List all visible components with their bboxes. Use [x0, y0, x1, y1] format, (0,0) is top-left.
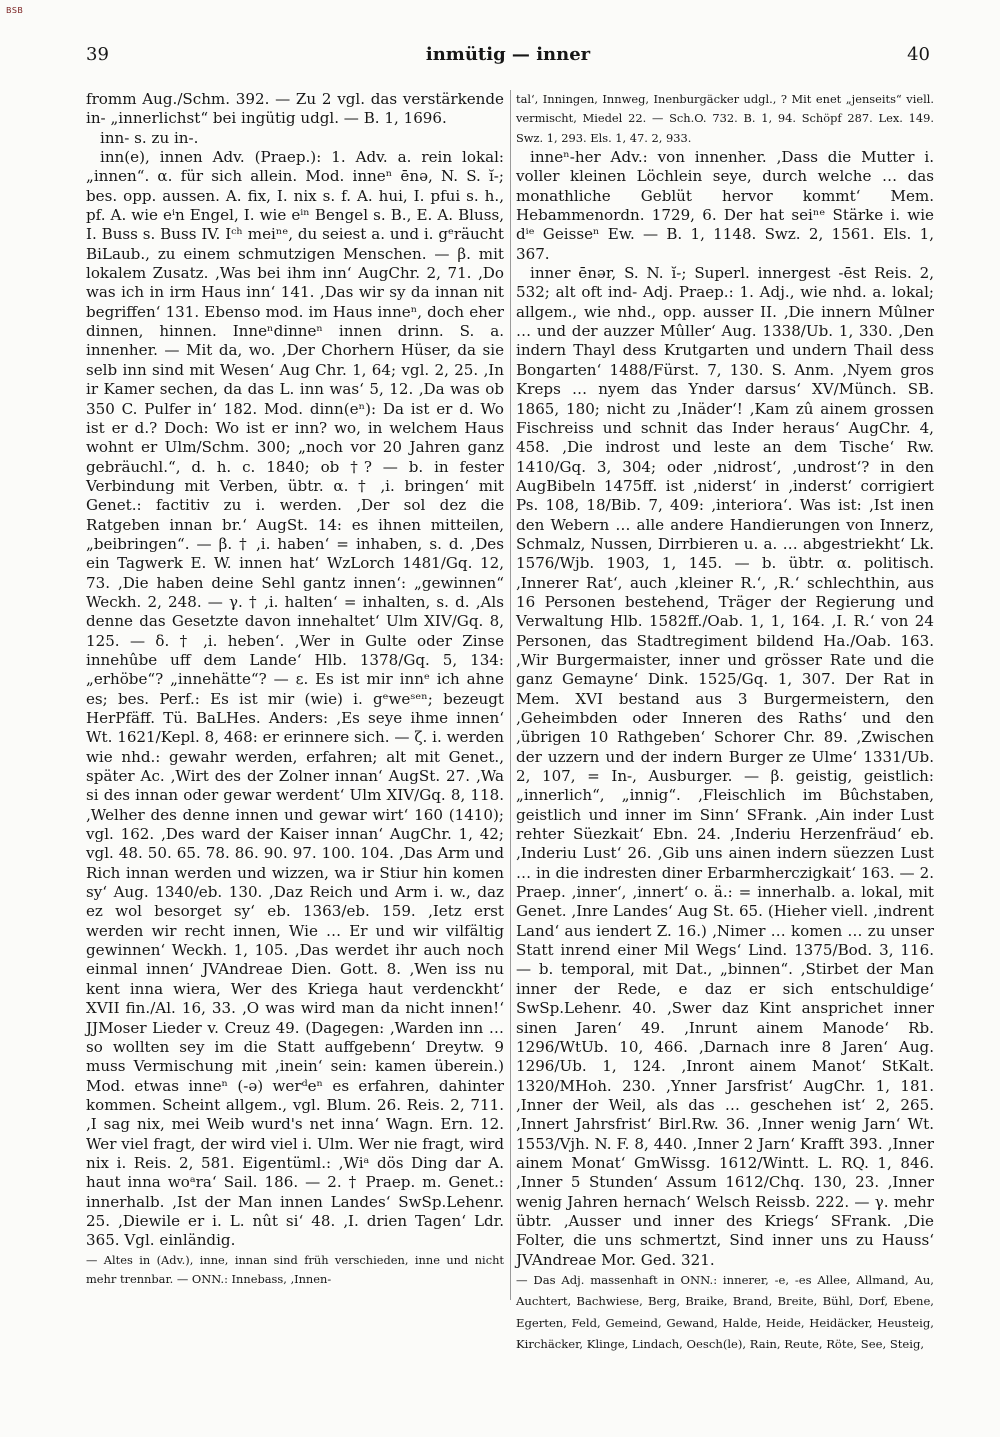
running-title: inmütig — inner: [425, 44, 591, 65]
entry-note: — Das Adj. massenhaft in ONN.: innerer, -e, -es Allee, Allmand, Au, Auchtert, Bachwiese, Berg, Braike, Brand, Breite, Bühl, Dorf, Ebene, Egerten, Feld, Gemeind, Gewand, Halde, Heide, Heidäcker, Heusteig, Kirchäcker, Klinge, Lindach, Oesch(le), Rain, Reute, Röte, See, Steig,: [516, 1272, 934, 1352]
right-column: [516, 90, 934, 1352]
page-number-right: 40: [907, 44, 930, 65]
entry-paragraph: fromm Aug./Schm. 392. — Zu 2 vgl. das verstärkende in- „innerlichst“ bei ingütig udgl. — B. 1, 1696.: [86, 90, 504, 128]
left-column: [86, 90, 504, 1315]
page-header: [86, 44, 930, 68]
column-divider: [510, 90, 511, 1300]
page-number-left: 39: [86, 44, 109, 65]
entry-note: — Altes in (Adv.), inne, innan sind früh verschieden, inne und nicht mehr trennbar. — ONN.: Innebass, ‚Innen-: [86, 1252, 504, 1286]
entry-paragraph: inneⁿ-her Adv.: von innenher. ‚Dass die Mutter i. voller kleinen Löchlein seye, durch welche … das monathliche Geblüt hervor kommt‘ Mem. Hebammenordn. 1729, 6. Der hat seiⁿᵉ Stärke i. wie dⁱᵉ Geisseⁿ Ew. — B. 1, 1148. Swz. 2, 1561. Els. 1, 367.: [516, 148, 934, 263]
entry-note: tal‘, Inningen, Innweg, Inenburgäcker udgl., ? Mit enet „jenseits“ viell. vermischt, Miedel 22. — Sch.O. 732. B. 1, 94. Schöpf 287. Lex. 149. Swz. 1, 293. Els. 1, 47. 2, 933.: [516, 92, 934, 145]
entry-paragraph: inn- s. zu in-.: [100, 128, 199, 147]
entry-paragraph: inn(e), innen Adv. (Praep.): 1. Adv. a. rein lokal: „innen“. α. für sich allein. Mod. inneⁿ ēnə, N. S. ĭ-; bes. opp. aussen. A. fix, I. nix s. f. A. hui, I. pfui s. h., pf. A. wie eⁱn Engel, I. wie eⁱⁿ Bengel s. B., E. A. Bluss, I. Buss s. Buss IV. Iᶜʰ meiⁿᵉ, du seiest a. und i. gᵉräucht BiLaub., zu einem schmutzigen Menschen. — β. mit lokalem Zusatz. ‚Was bei ihm inn‘ AugChr. 2, 71. ‚Do was ich in irm Haus inn‘ 141. ‚Das wir sy da innan nit begriffen‘ 131. Ebenso mod. im Haus inneⁿ, doch eher dinnen, hinnen. Inneⁿdinneⁿ innen drinn. S. a. innenher. — Mit da, wo. ‚Der Chorhern Hüser, da sie selb inn sind mit Wesen‘ Aug Chr. 1, 64; vgl. 2, 25. ‚In ir Kamer sechen, da das L. inn was‘ 5, 12. ‚Da was ob 350 C. Pulfer in‘ 182. Mod. dinn(eⁿ): Da ist er d. Wo ist er d.? Doch: Wo ist er inn? wo, in welchem Haus wohnt er Ulm/Schm. 300; „noch vor 20 Jahren ganz gebräuchl.“, d. h. c. 1840; ob †? — b. in fester Verbindung mit Verben, übtr. α. † ‚i. bringen‘ mit Genet.: factitiv zu i. werden. ‚Der sol dez die Ratgeben innan br.‘ AugSt. 14: es ihnen mitteilen, „beibringen“. — β. † ‚i. haben‘ = inhaben, s. d. ‚Des ein Tagwerk E. W. innen hat‘ WzLorch 1481/Gq. 12, 73. ‚Die haben deine Sehl gantz innen‘: „gewinnen“ Weckh. 2, 248. — γ. † ‚i. halten‘ = inhalten, s. d. ‚Als denne das Gesetzte davon innehaltet‘ Ulm XIV/Gq. 8, 125. — δ. † ‚i. heben‘. ‚Wer in Gulte oder Zinse innehûbe uff dem Lande‘ Hlb. 1378/Gq. 5, 134: „erhöbe“? „innehätte“? — ε. Es ist mir innᵉ ich ahne es; bes. Perf.: Es ist mir (wie) i. gᵉweˢᵉⁿ; bezeugt HerPfäff. Tü. BaLHes. Anders: ‚Es seye ihme innen‘ Wt. 1621/Kepl. 8, 468: er erinnere sich. — ζ. i. werden wie nhd.: gewahr werden, erfahren; alt mit Genet., später Ac. ‚Wirt des der Zolner innan‘ AugSt. 27. ‚Wa si des innan oder gewar werdent‘ Ulm XIV/Gq. 8, 118. ‚Welher des denne innen und gewar wirt‘ 160 (1410); vgl. 162. ‚Des ward der Kaiser innan‘ AugChr. 1, 42; vgl. 48. 50. 65. 78. 86. 90. 97. 100. 104. ‚Das Arm und Rich innan werden und wizzen, wa ir Stiur hin komen sy‘ Aug. 1340/eb. 130. ‚Daz Reich und Arm i. w., daz ez wol besorget sy‘ eb. 1363/eb. 159. ‚Ietz erst werden wir recht innen, Wie … Er und wir vilfältig gewinnen‘ Weckh. 1, 105. ‚Das werdet ihr auch noch einmal innen‘ JVAndreae Dien. Gott. 8. ‚Wen iss nu kent inna wiera, Wer des Kriega haut verdenckht‘ XVII fin./Al. 16, 33. ‚O was wird man da nicht innen!‘ JJMoser Lieder v. Creuz 49. (Dagegen: ‚Warden inn … so wollten sey im die Statt auffgebenn‘ Dreytw. 9 muss Vermischung mit ‚inein‘ sein: kamen überein.) Mod. etwas inneⁿ (-ə) werᵈeⁿ es erfahren, dahinter kommen. Scheint allgem., vgl. Blum. 26. Reis. 2, 711. ‚I sag nix, mei Weib wurd's net inna‘ Wagn. Ern. 12. Wer viel fragt, der wird viel i. Ulm. Wer nie fragt, wird nix i. Reis. 2, 581. Eigentüml.: ‚Wiᵃ dös Ding dar A. haut inna woᵃra‘ Sail. 186. — 2. † Praep. m. Genet.: innerhalb. ‚Ist der Man innen Landes‘ SwSp.Lehenr. 25. ‚Diewile er i. L. nût si‘ 48. ‚I. drien Tagen‘ Ldr. 365. Vgl. einländig.: [86, 148, 504, 1250]
entry-paragraph: inner ēnər, S. N. ĭ-; Superl. innergest -ēst Reis. 2, 532; alt oft ind- Adj. Praep.: 1. Adj., wie nhd. a. lokal; allgem., wie nhd., opp. ausser II. ‚Die innern Mûlner … und der auzzer Mûller‘ Aug. 1338/Ub. 1, 330. ‚Den indern Thayl dess Krutgarten und undern Thail dess Bongarten‘ 1488/Fürst. 7, 130. S. Anm. ‚Nyem gros Kreps … nyem das Ynder darsus‘ XV/Münch. SB. 1865, 180; nicht zu ‚Inäder‘! ‚Kam zû ainem grossen Fischreiss und schnit das Inder heraus‘ AugChr. 4, 458. ‚Die indrost und leste an dem Tische‘ Rw. 1410/Gq. 3, 304; oder ‚nidrost‘, ‚undrost‘? in den AugBibeln 1475ff. ist ‚niderst‘ in ‚inderst‘ corrigiert Ps. 108, 18/Bib. 7, 409: ‚interiora‘. Was ist: ‚Ist inen den Webern … alle andere Handierungen von Innerz, Schmalz, Nussen, Dirrbieren u. a. … abgestriekht‘ Lk. 1576/Wjb. 1903, 1, 145. — b. übtr. α. politisch. ‚Innerer Rat‘, auch ‚kleiner R.‘, ‚R.‘ schlechthin, aus 16 Personen bestehend, Träger der Regierung und Verwaltung Hlb. 1582ff./Oab. 1, 1, 164. ‚I. R.‘ von 24 Personen, das Stadtregiment bildend Ha./Oab. 163. ‚Wir Burgermaister, inner und grösser Rate und die ganz Gemayne‘ Dink. 1525/Gq. 1, 307. Der Rat in Mem. XVI bestand aus 3 Burgermeistern, den ‚Geheimbden oder Inneren des Raths‘ und den ‚übrigen 10 Rathgeben‘ Schorer Chr. 89. ‚Zwischen der uzzern und der indern Burger ze Ulme‘ 1331/Ub. 2, 107, = In-, Ausburger. — β. geistig, geistlich: „innerlich“, „innig“. ‚Fleischlich im Bûchstaben, geistlich und inner im Sinn‘ SFrank. ‚Ain inder Lust rehter Süezkait‘ Ebn. 24. ‚Inderiu Herzenfräud‘ eb. ‚Inderiu Lust‘ 26. ‚Gib uns ainen indern süezzen Lust … in die indresten diner Erbarmherczigkait‘ 163. — 2. Praep. ‚inner‘, ‚innert‘ o. ä.: = innerhalb. a. lokal, mit Genet. ‚Inre Landes‘ Aug St. 65. (Hieher viell. ‚indrent Land‘ aus iendert Z. 16.) ‚Nimer … komen … zu unser Statt inrend einer Mil Wegs‘ Lind. 1375/Bod. 3, 116. — b. temporal, mit Dat., „binnen“. ‚Stirbet der Man inner der Rede, e daz er sich entschuldige‘ SwSp.Lehenr. 40. ‚Swer daz Kint ansprichet inner sinen Jaren‘ 49. ‚Inrunt ainem Manode‘ Rb. 1296/WtUb. 10, 466. ‚Darnach inre 8 Jaren‘ Aug. 1296/Ub. 1, 124. ‚Inront ainem Manot‘ StKalt. 1320/MHoh. 230. ‚Ynner Jarsfrist‘ AugChr. 1, 181. ‚Inner der Weil, als das … geschehen ist‘ 2, 265. ‚Innert Jahrsfrist‘ Birl.Rw. 36. ‚Inner wenig Jarn‘ Wt. 1553/Vjh. N. F. 8, 440. ‚Inner 2 Jarn‘ Krafft 393. ‚Inner ainem Monat‘ GmWissg. 1612/Wintt. L. RQ. 1, 846. ‚Inner 5 Stunden‘ Assum 1612/Chq. 130, 23. ‚Inner wenig Jahren hernach‘ Welsch Reissb. 222. — γ. mehr übtr. ‚Ausser und inner des Kriegs‘ SFrank. ‚Die Folter, die uns schmertzt, Sind inner uns zu Hauss‘ JVAndreae Mor. Ged. 321.: [516, 264, 934, 1269]
library-stamp: BSB: [6, 6, 24, 15]
